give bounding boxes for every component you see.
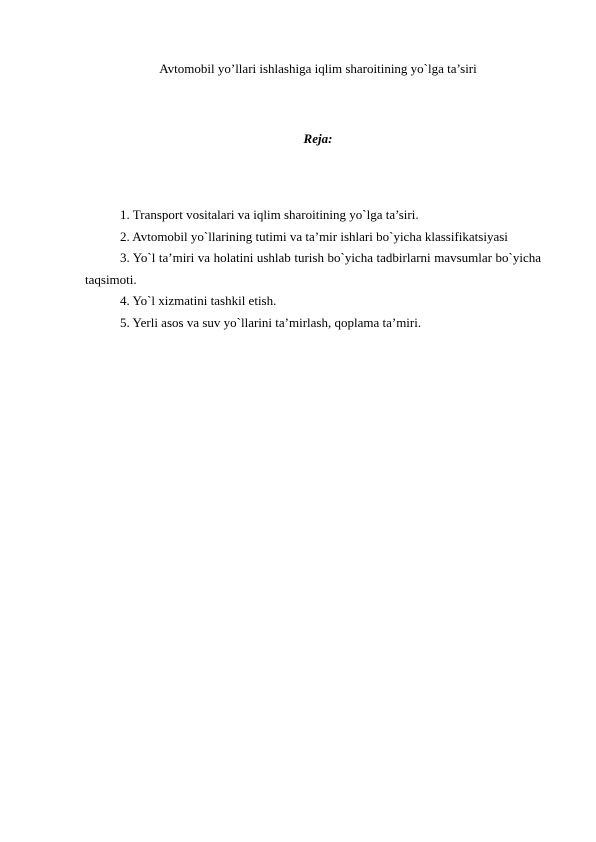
plan-item: 1. Transport vositalari va iqlim sharoitining yo`lga ta’siri. [120, 207, 419, 222]
plan-list [85, 204, 541, 333]
plan-item: 2. Avtomobil yo`llarining tutimi va ta’mir ishlari bo`yicha klassifikatsiyasi [120, 228, 508, 244]
document-title: Avtomobil yo’llari ishlashiga iqlim sharoitining yo`lga ta’siri [159, 61, 477, 76]
plan-item: 3. Yo`l ta’miri va holatini ushlab turish bo`yicha tadbirlarni mavsumlar bo`yicha taqsimoti. [85, 250, 541, 287]
plan-item: 4. Yo`l xizmatini tashkil etish. [120, 293, 277, 308]
plan-heading: Reja: [303, 131, 333, 146]
plan-item: 5. Yerli asos va suv yo`llarini ta’mirlash, qoplama ta’miri. [120, 314, 422, 330]
